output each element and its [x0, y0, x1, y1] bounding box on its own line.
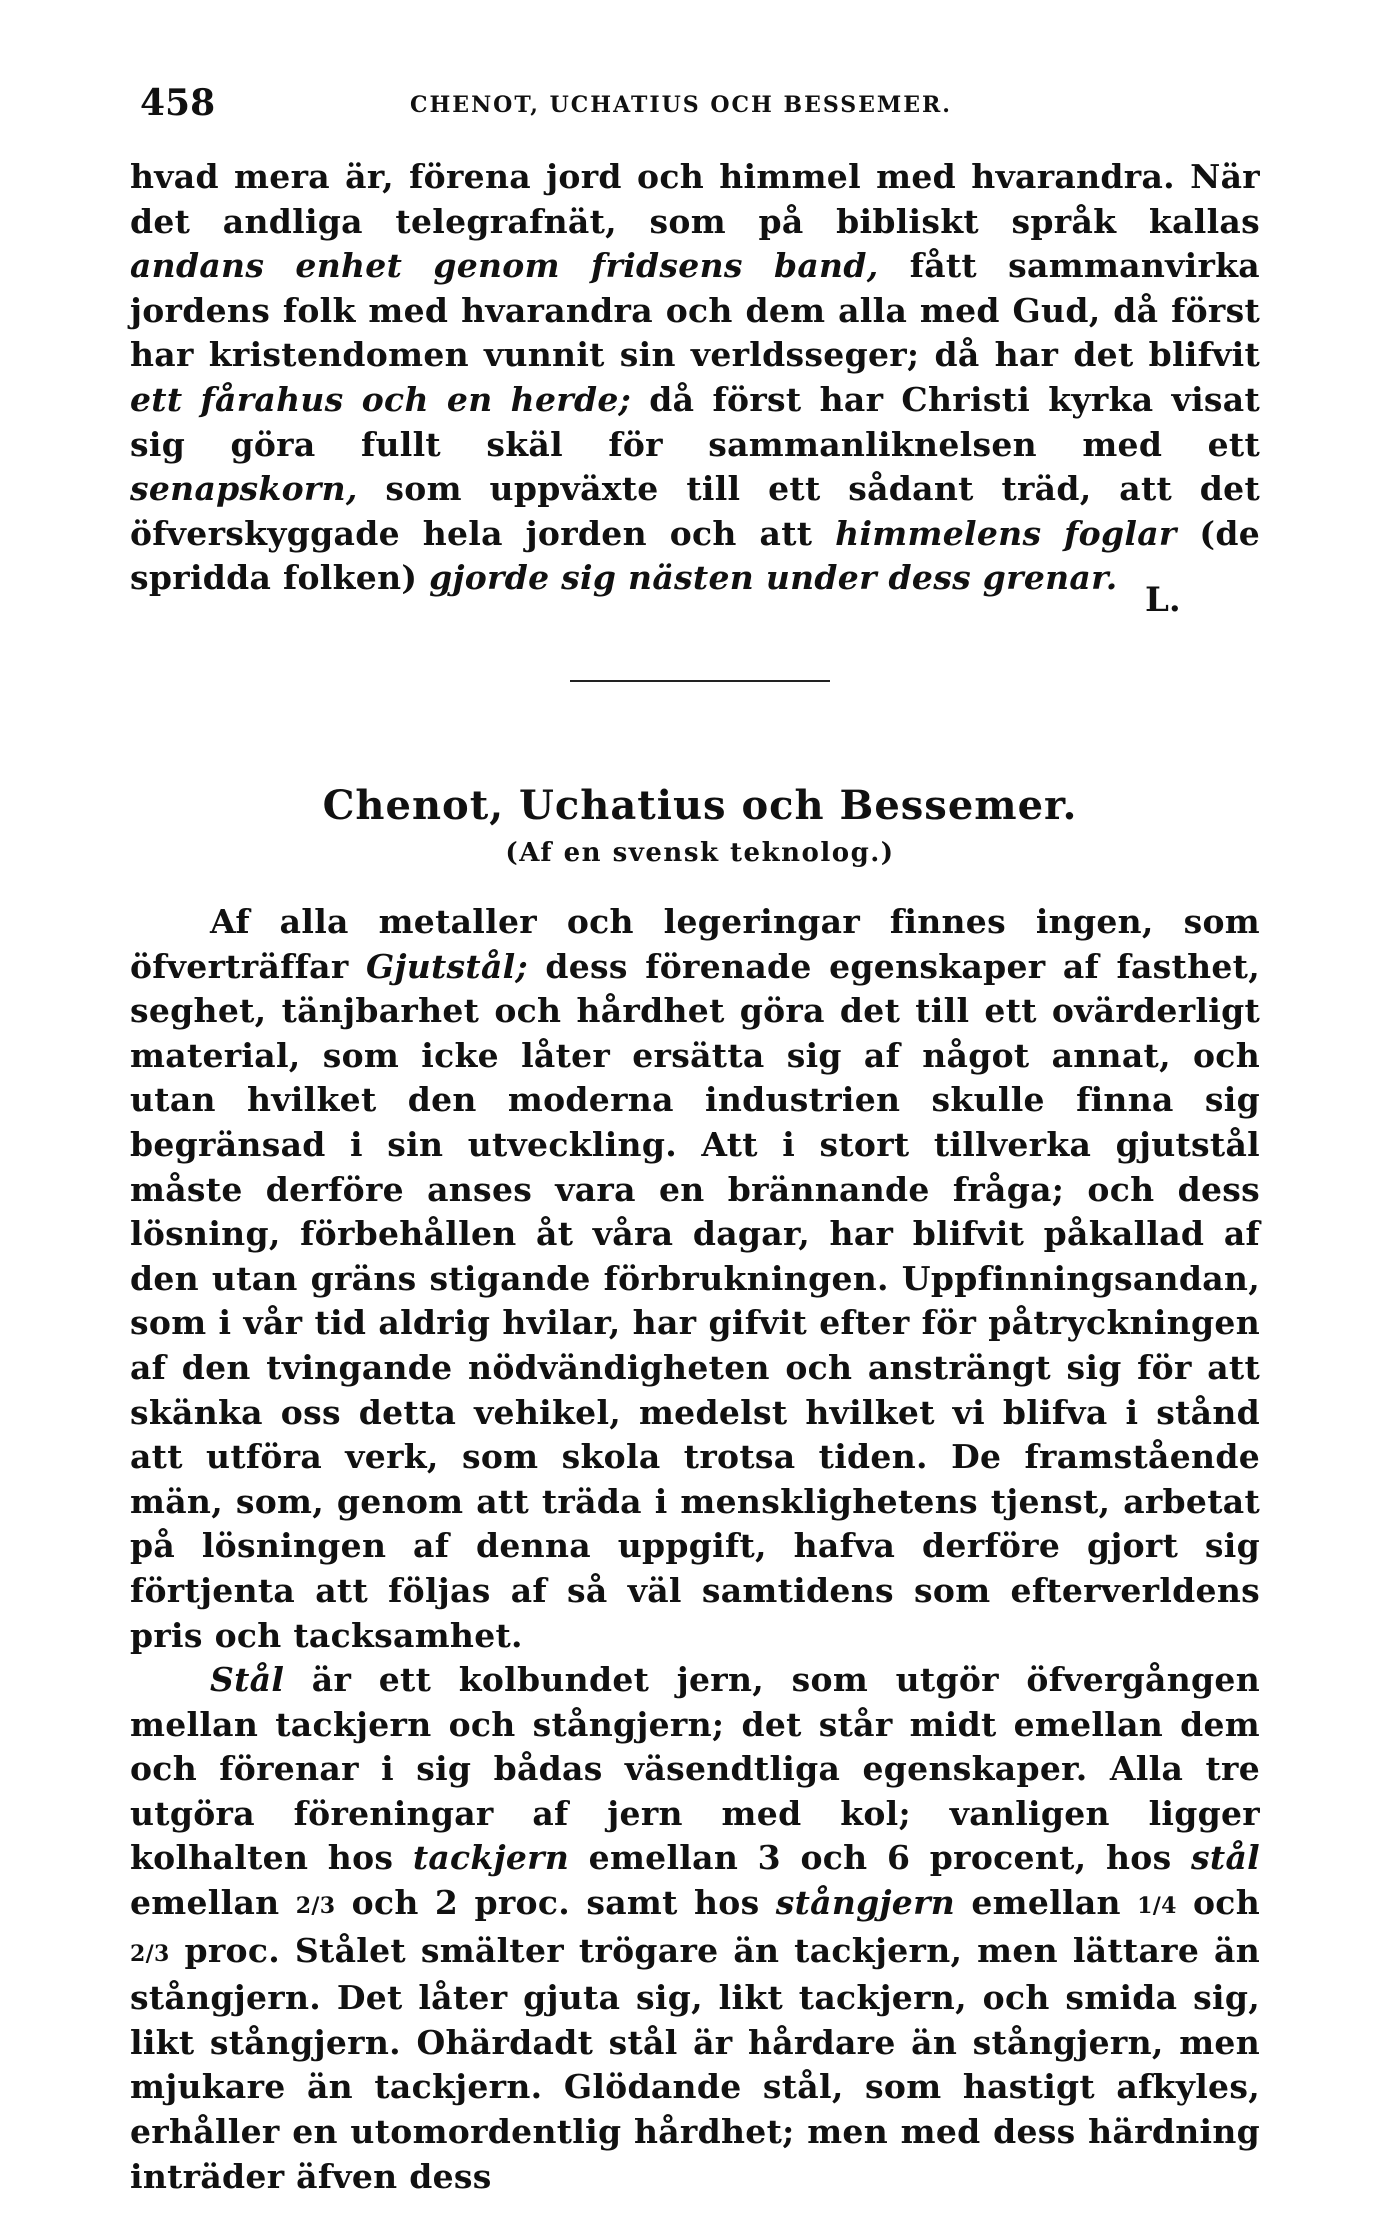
text-run: proc. Stålet smälter trögare än tackjern, men lättare än stångjern. Det låter gjuta sig, likt tackjern, och smida sig, likt stångjern. Ohärdadt stål är hårdare än stångjern, men mjukare än tackjern. Glödande stål, som hastigt afkyles, erhåller en utomordentlig hårdhet; men med dess härdning inträder äfven dess: [130, 1930, 1260, 2196]
emphasized-text: tackjern: [412, 1838, 570, 1878]
emphasized-text: stångjern: [775, 1883, 956, 1923]
emphasized-text: andans enhet genom fridsens band,: [130, 246, 879, 286]
previous-article-text: [130, 155, 1260, 601]
article-body: [130, 900, 1260, 2199]
article-paragraph-2: [130, 1658, 1260, 2199]
fraction: 1/4: [1137, 1893, 1177, 1920]
emphasized-text: Stål: [210, 1660, 285, 1700]
text-run: fått sammanvirka jordens folk med hvarandra och dem alla med Gud, då först har kristendomen vunnit sin verldsseger; då har det blifvit: [130, 246, 1260, 375]
text-run: och: [1176, 1883, 1260, 1923]
signature: L.: [1145, 580, 1181, 620]
emphasized-text: senapskorn,: [130, 469, 358, 509]
emphasized-text: stål: [1191, 1838, 1260, 1878]
emphasized-text: gjorde sig nästen under dess grenar.: [429, 558, 1118, 598]
fraction: 2/3: [130, 1940, 170, 1967]
page-header: [140, 82, 1260, 132]
section-divider: [570, 680, 830, 682]
emphasized-text: himmelens foglar: [835, 513, 1177, 553]
text-run: emellan: [130, 1883, 296, 1923]
emphasized-text: ett fårahus och en herde;: [130, 379, 632, 419]
text-run: hvad mera är, förena jord och himmel med hvarandra. När det andliga telegrafnät, som på bibliskt språk kallas: [130, 157, 1260, 241]
text-run: som uppväxte till ett sådant träd, att det öfverskyggade hela jorden och att: [130, 469, 1260, 553]
text-run: emellan 3 och 6 procent, hos: [569, 1838, 1192, 1878]
text-run: (de spridda folken): [130, 513, 1260, 598]
article-title: Chenot, Uchatius och Bessemer.: [322, 782, 1078, 829]
article-subtitle: (Af en svensk teknolog.): [505, 838, 895, 868]
text-run: och 2 proc. samt hos: [335, 1883, 776, 1923]
page-number: 458: [140, 82, 216, 124]
text-run: Af alla metaller och legeringar finnes ingen, som öfverträffar: [130, 902, 1260, 986]
text-run: emellan: [955, 1883, 1138, 1923]
emphasized-text: Gjutstål;: [365, 946, 528, 986]
text-run: då först har Christi kyrka visat sig göra fullt skäl för sammanliknelsen med ett: [130, 379, 1261, 464]
text-run: dess förenade egenskaper af fasthet, seghet, tänjbarhet och hårdhet göra det till ett ovärderligt material, som icke låter ersätta sig af något annat, och utan hvilket den moderna industrien skulle finna sig begränsad i sin utveckling. Att i stort tillverka gjutstål måste derföre anses vara en brännande fråga; och dess lösning, förbehållen åt våra dagar, har blifvit påkallad af den utan gräns stigande förbrukningen. Uppfinningsandan, som i vår tid aldrig hvilar, har gifvit efter för påtryckningen af den tvingande nödvändigheten och ansträngt sig för att skänka oss detta vehikel, medelst hvilket vi blifva i stånd att utföra verk, som skola trotsa tiden. De framstående män, som, genom att träda i mensklighetens tjenst, arbetat på lösningen af denna uppgift, hafva derföre gjort sig förtjenta att följas af så väl samtidens som efterverldens pris och tacksamhet.: [130, 946, 1260, 1655]
fraction: 2/3: [295, 1893, 336, 1920]
previous-article-paragraph: [130, 155, 1260, 601]
article-paragraph-1: [130, 900, 1260, 1658]
text-run: är ett kolbundet jern, som utgör öfvergången mellan tackjern och stångjern; det står midt emellan dem och förenar i sig bådas väsendtliga egenskaper. Alla tre utgöra föreningar af jern med kol; vanligen ligger kolhalten hos: [130, 1660, 1260, 1878]
running-title: CHENOT, UCHATIUS OCH BESSEMER.: [410, 92, 952, 118]
